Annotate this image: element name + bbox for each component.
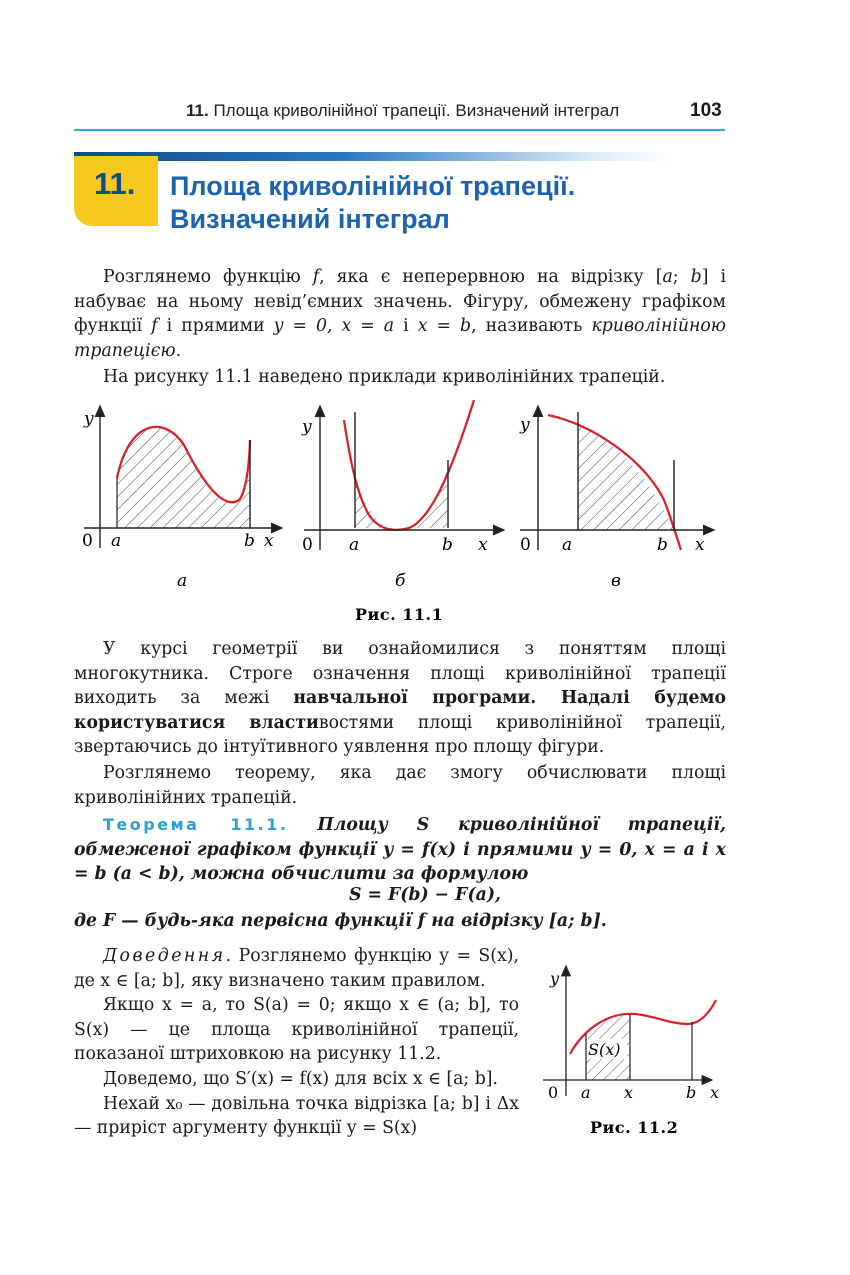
figure-11-1-panel-b	[301, 400, 504, 591]
panel-a-b-label: b	[244, 531, 255, 551]
header-section-title: Площа криволінійної трапеції. Визначений інтеграл	[213, 101, 620, 120]
header-section-number: 11.	[186, 101, 209, 120]
paragraph-theorem-intro: Розглянемо теорему, яка дає змогу обчислювати площі криволінійних трапецій.	[74, 763, 726, 808]
panel-c-a-label: a	[562, 535, 573, 555]
term-curvilinear-trapezoid: криволінійною трапецією	[74, 316, 726, 361]
fig2-origin: 0	[548, 1083, 559, 1102]
fig2-area-label: S(x)	[588, 1040, 621, 1059]
panel-b-x-label: x	[478, 535, 488, 555]
theorem-text: Площу S криволінійної трапеції, обмеженої графіком функції y = f(x) і прямими y = 0, x = a і x = b (a < b), можна обчислити за формулою	[74, 815, 726, 885]
panel-b-origin: 0	[302, 535, 313, 555]
panel-b-a-label: a	[349, 535, 360, 555]
figure-11-1-panel-a	[82, 406, 282, 591]
panel-a-caption: а	[177, 571, 188, 591]
section-number: 11.	[94, 166, 136, 201]
theorem-11-1	[74, 813, 726, 887]
section-title-line1: Площа криволінійної трапеції.	[170, 171, 576, 201]
figure-11-1-panel-c	[519, 406, 714, 591]
panel-a-x-label: x	[264, 531, 274, 551]
panel-b-b-label: b	[442, 535, 453, 555]
panel-a-a-label: a	[111, 531, 122, 551]
section-title-line2: Визначений інтеграл	[170, 204, 450, 234]
section-band	[74, 152, 674, 161]
section-title	[170, 170, 575, 236]
theorem-formula: S = F(b) − F(a),	[348, 885, 502, 905]
fig2-y-label: y	[550, 969, 560, 988]
panel-c-origin: 0	[520, 535, 531, 555]
figure-11-2-caption: Рис. 11.2	[590, 1118, 679, 1137]
panel-c-b-label: b	[657, 535, 668, 555]
fig2-b-label: b	[686, 1083, 697, 1102]
figure-11-1	[74, 400, 734, 630]
fig2-xp-label: x	[624, 1083, 634, 1102]
figure-11-2	[540, 962, 730, 1142]
figure-11-1-caption: Рис. 11.1	[355, 605, 444, 624]
proof-text: Доведення. Розглянемо функцію y = S(x), де x ∈ [a; b], яку визначено таким правилом. Якщо x = a, то S(a) = 0; якщо x ∈ (a; b], то S(x) — це площа криволінійної трапеції, показаної штриховкою на рисунку 11.2. Доведемо, що S′(x) = f(x) для всіх x ∈ [a; b]. Нехай x₀ — довільна точка відрізка [a; b] і Δx — приріст аргументу функції y = S(x)	[74, 946, 519, 1139]
panel-a-origin: 0	[82, 531, 93, 551]
panel-c-y-label: y	[520, 415, 530, 435]
theorem-heading: Теорема 11.1.	[103, 815, 289, 834]
panel-b-caption: б	[395, 571, 406, 591]
running-header	[186, 101, 619, 121]
fig2-a-label: a	[581, 1083, 591, 1102]
paragraph-figure-intro: На рисунку 11.1 наведено приклади криволінійних трапецій.	[103, 367, 666, 387]
header-divider	[74, 129, 725, 131]
panel-b-y-label: y	[302, 417, 312, 437]
panel-c-caption: в	[611, 571, 621, 591]
paragraph-definition: Розглянемо функцію f, яка є неперервною на відрізку [a; b] і набуває на ньому невід’ємних значень. Фігуру, обмежену графіком функції f і прямими y = 0, x = a і x = b, називають криволінійною трапецією.	[74, 267, 726, 361]
paragraph-geometry-note: У курсі геометрії ви ознайомилися з поняттям площі многокутника. Строге означення площі криволінійної трапеції виходить за межі навчальної програми. Надалі будемо користуватися властивостями площі криволінійної трапеції, звертаючись до інтуїтивного уявлення про площу фігури.	[74, 639, 726, 758]
page-number: 103	[690, 100, 722, 121]
fig2-x-label: x	[710, 1083, 720, 1102]
theorem-text-2: де F — будь-яка первісна функції f на відрізку [a; b].	[74, 911, 607, 931]
panel-c-x-label: x	[695, 535, 705, 555]
panel-a-y-label: y	[84, 409, 94, 429]
proof-label: Доведення	[103, 946, 226, 966]
